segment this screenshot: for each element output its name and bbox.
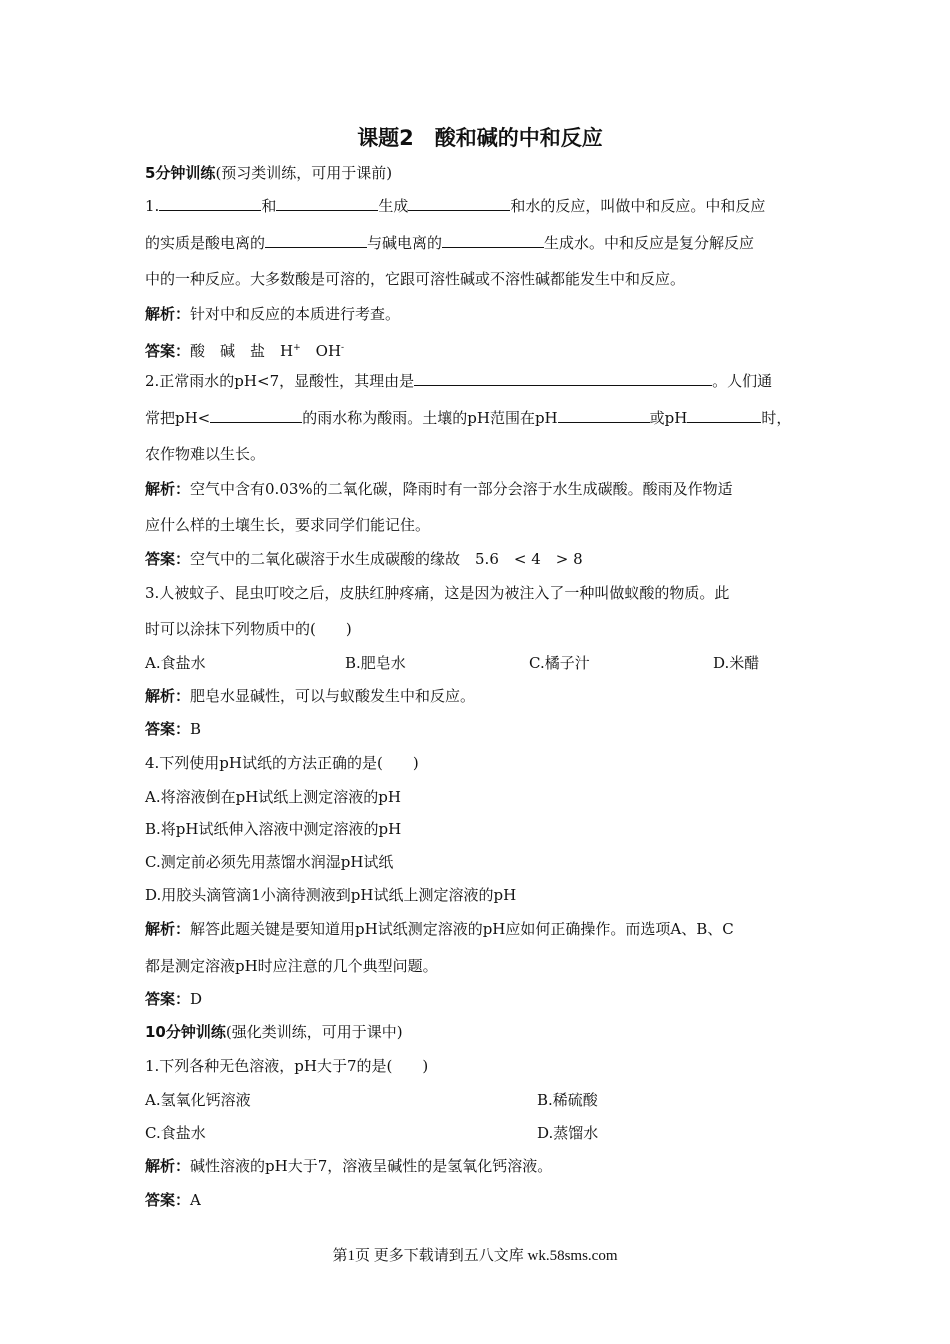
analysis-text: 碱性溶液的pH大于7，溶液呈碱性的是氢氧化钙溶液。 — [190, 1157, 553, 1175]
question-2-line-1 — [145, 370, 772, 392]
analysis-text: 肥皂水显碱性，可以与蚁酸发生中和反应。 — [190, 687, 476, 705]
section-note: (预习类训练，可用于课前) — [215, 164, 393, 182]
option-d: D.米醋 — [713, 654, 760, 672]
question-text: 2.正常雨水的pH<7，显酸性，其理由是 — [145, 372, 415, 390]
answer-text: D — [190, 990, 203, 1008]
fill-blank — [276, 196, 378, 211]
question-3-line-2: 时可以涂抹下列物质中的( ) — [145, 620, 352, 638]
option-b: B.肥皂水 — [345, 654, 406, 672]
analysis-text: 解答此题关键是要知道用pH试纸测定溶液的pH应如何正确操作。而选项A、B、C — [190, 920, 734, 938]
option-c: C.食盐水 — [145, 1124, 206, 1142]
superscript: + — [293, 343, 301, 353]
answer-label: 答案： — [145, 342, 191, 360]
question-text: 的实质是酸电离的 — [145, 234, 266, 252]
question-text: 和水的反应，叫做中和反应。中和反应 — [510, 197, 766, 215]
question-5-analysis — [145, 1155, 552, 1177]
section-heading: 10分钟训练 — [145, 1023, 226, 1041]
question-text: 。人们通 — [712, 372, 773, 390]
question-3-line-1: 3.人被蚊子、昆虫叮咬之后，皮肤红肿疼痛，这是因为被注入了一种叫做蚁酸的物质。此 — [145, 584, 730, 602]
question-2-analysis — [145, 478, 733, 500]
question-text: 或pH — [649, 409, 688, 427]
question-text: 1. — [145, 197, 160, 215]
question-text: 的雨水称为酸雨。土壤的pH范围在pH — [302, 409, 558, 427]
fill-blank — [687, 408, 761, 423]
question-3-answer — [145, 718, 201, 740]
question-text: 时， — [761, 409, 792, 427]
question-1-line-3: 中的一种反应。大多数酸是可溶的，它跟可溶性碱或不溶性碱都能发生中和反应。 — [145, 270, 686, 288]
analysis-label: 解析： — [145, 1157, 191, 1175]
option-c: C.测定前必须先用蒸馏水润湿pH试纸 — [145, 853, 394, 871]
question-2-answer — [145, 548, 583, 570]
question-text: 与碱电离的 — [367, 234, 443, 252]
fill-blank — [265, 233, 367, 248]
analysis-text: 空气中含有0.03%的二氧化碳，降雨时有一部分会溶于水生成碳酸。酸雨及作物适 — [190, 480, 733, 498]
option-a: A.将溶液倒在pH试纸上测定溶液的pH — [145, 788, 401, 806]
question-4-analysis-line-2: 都是测定溶液pH时应注意的几个典型问题。 — [145, 957, 438, 975]
option-b: B.稀硫酸 — [537, 1091, 598, 1109]
answer-label: 答案： — [145, 550, 191, 568]
question-1-answer — [145, 337, 344, 362]
question-text: 和 — [261, 197, 277, 215]
analysis-label: 解析： — [145, 920, 191, 938]
fill-blank — [442, 233, 544, 248]
analysis-text: 针对中和反应的本质进行考查。 — [190, 305, 401, 323]
section-heading-10min — [145, 1021, 403, 1043]
answer-label: 答案： — [145, 990, 191, 1008]
question-1-line-1 — [145, 195, 765, 217]
fill-blank — [159, 196, 261, 211]
analysis-label: 解析： — [145, 687, 191, 705]
answer-text: A — [190, 1191, 201, 1209]
question-1-analysis — [145, 303, 400, 325]
section-note: (强化类训练，可用于课中) — [225, 1023, 403, 1041]
section-heading: 5分钟训练 — [145, 164, 216, 182]
question-text: 常把pH< — [145, 409, 211, 427]
question-5-answer — [145, 1189, 201, 1211]
option-c: C.橘子汁 — [529, 654, 590, 672]
question-2-line-2 — [145, 407, 791, 429]
question-1-line-2 — [145, 232, 754, 254]
question-2-line-3: 农作物难以生长。 — [145, 445, 266, 463]
answer-label: 答案： — [145, 1191, 191, 1209]
question-4-analysis — [145, 918, 734, 940]
answer-text: 空气中的二氧化碳溶于水生成碳酸的缘故 5.6 < 4 > 8 — [190, 550, 583, 568]
answer-text: 酸 碱 盐 H — [190, 342, 294, 360]
fill-blank — [210, 408, 302, 423]
question-text: 生成 — [378, 197, 409, 215]
answer-text: B — [190, 720, 202, 738]
option-b: B.将pH试纸伸入溶液中测定溶液的pH — [145, 820, 402, 838]
analysis-label: 解析： — [145, 480, 191, 498]
question-4-line-1: 4.下列使用pH试纸的方法正确的是( ) — [145, 754, 419, 772]
fill-blank — [408, 196, 510, 211]
option-a: A.食盐水 — [145, 654, 206, 672]
option-d: D.蒸馏水 — [537, 1124, 599, 1142]
question-3-analysis — [145, 685, 475, 707]
superscript: - — [341, 343, 345, 353]
question-4-answer — [145, 988, 202, 1010]
page-footer: 第1页 更多下载请到五八文库 wk.58sms.com — [332, 1248, 618, 1264]
analysis-label: 解析： — [145, 305, 191, 323]
question-5-line-1: 1.下列各种无色溶液，pH大于7的是( ) — [145, 1057, 429, 1075]
question-2-analysis-line-2: 应什么样的土壤生长，要求同学们能记住。 — [145, 516, 431, 534]
question-text: 生成水。中和反应是复分解反应 — [544, 234, 755, 252]
answer-text: OH — [300, 342, 342, 360]
option-a: A.氢氧化钙溶液 — [145, 1091, 251, 1109]
section-heading-5min — [145, 162, 392, 184]
fill-blank — [558, 408, 650, 423]
option-d: D.用胶头滴管滴1小滴待测液到pH试纸上测定溶液的pH — [145, 886, 517, 904]
fill-blank — [414, 371, 712, 386]
page-title: 课题2 酸和碱的中和反应 — [357, 126, 603, 150]
answer-label: 答案： — [145, 720, 191, 738]
